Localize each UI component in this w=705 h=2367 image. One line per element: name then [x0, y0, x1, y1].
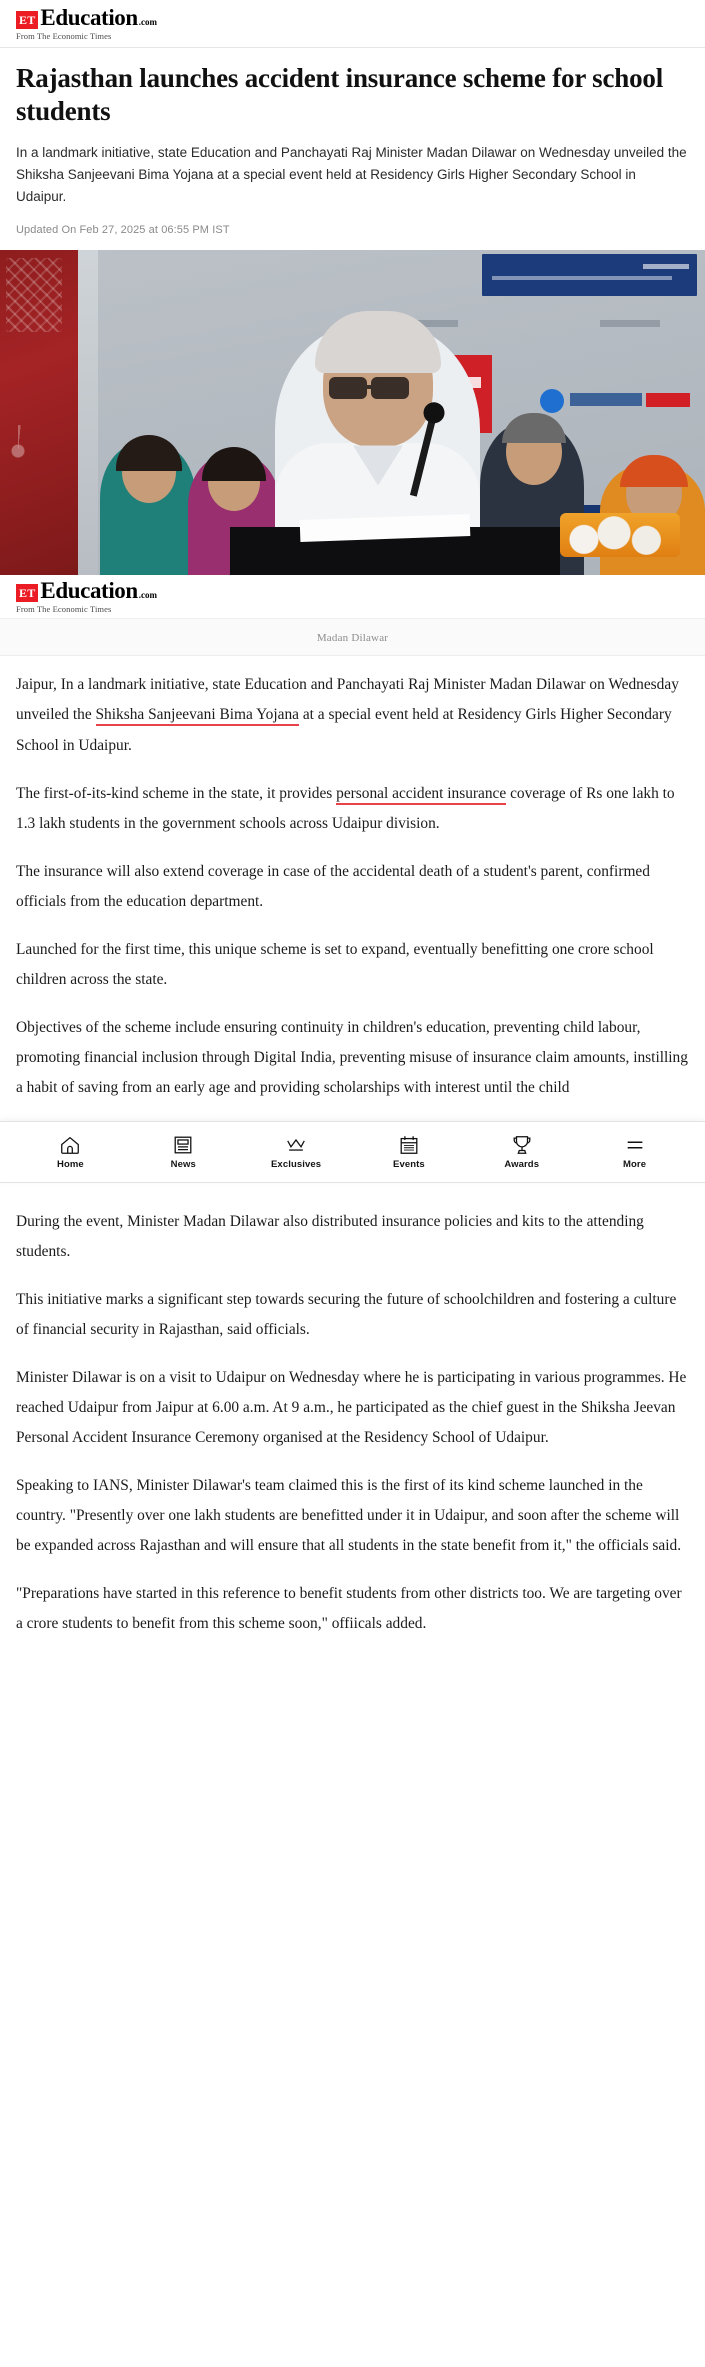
calendar-icon — [398, 1134, 420, 1156]
link-personal-accident-insurance[interactable]: personal accident insurance — [336, 785, 506, 805]
sticky-logo-wordmark: Education — [40, 578, 138, 604]
nav-item-more[interactable] — [578, 1134, 691, 1170]
hero-divider-strip — [78, 250, 98, 575]
link-shiksha-sanjeevani-bima-yojana[interactable]: Shiksha Sanjeevani Bima Yojana — [96, 706, 299, 726]
et-badge-icon: ET — [16, 584, 38, 602]
updated-timestamp: Updated On Feb 27, 2025 at 06:55 PM IST — [16, 224, 230, 237]
sticky-logo-bar — [0, 575, 705, 619]
paragraph-2-text-b: coverage of Rs one lakh to 1.3 lakh students in the government schools across Udaipur division. — [16, 784, 675, 832]
article-summary: In a landmark initiative, state Education and Panchayati Raj Minister Madan Dilawar on Wednesday unveiled the Shiksha Sanjeevani Bima Yojana at a special event held at Residency Girls Higher Secondary School in Udaipur. — [16, 144, 687, 204]
paragraph-10: "Preparations have started in this reference to benefit students from other districts too. We are targeting over a crore students to benefit from this scheme soon," offiicals added. — [16, 1585, 682, 1633]
nav-label-more: More — [623, 1158, 647, 1170]
page-title: Rajasthan launches accident insurance scheme for school students — [16, 63, 663, 126]
trophy-icon — [511, 1134, 533, 1156]
paragraph-9: Speaking to IANS, Minister Dilawar's team claimed this is the first of its kind scheme launched in the country. "Presently over one lakh students are benefitted under it in Udaipur, and soon after the scheme will be expanded across Rajasthan and will ensure that all students in the state benefit from it," the officials said. — [16, 1477, 682, 1555]
article-hero-image — [0, 250, 705, 575]
hero-zurich-kotak-logo — [540, 385, 690, 421]
nav-item-events[interactable] — [352, 1134, 465, 1170]
logo-tld: .com — [138, 17, 158, 27]
nav-label-home: Home — [57, 1158, 84, 1170]
paragraph-1-text-a: Jaipur, In a landmark initiative, state Education and Panchayati Raj Minister Madan Dilawar on Wednesday unveiled the — [16, 676, 679, 724]
logo-tagline: From The Economic Times — [16, 31, 112, 41]
hero-flower-arrangement — [560, 513, 680, 557]
nav-item-home[interactable] — [14, 1134, 127, 1170]
nav-label-exclusives: Exclusives — [271, 1158, 322, 1170]
sticky-logo-row — [16, 579, 157, 603]
nav-item-awards[interactable] — [465, 1134, 578, 1170]
et-badge-icon: ET — [16, 11, 38, 29]
nav-label-news: News — [170, 1158, 196, 1170]
paragraph-8: Minister Dilawar is on a visit to Udaipur on Wednesday where he is participating in various programmes. He reached Udaipur from Jaipur at 6.00 a.m. At 9 a.m., he participated as the chief guest in the Shiksha Jeevan Personal Accident Insurance Ceremony organised at the Residency School of Udaipur. — [16, 1368, 687, 1447]
bottom-navigation-bar — [0, 1121, 705, 1183]
nav-item-exclusives[interactable] — [240, 1134, 353, 1170]
paragraph-1-text-b: at a special event held at Residency Girls Higher Secondary School in Udaipur. — [16, 706, 672, 754]
nav-label-awards: Awards — [504, 1158, 540, 1170]
crown-icon — [285, 1134, 307, 1156]
image-caption: Madan Dilawar — [316, 632, 389, 645]
nav-label-events: Events — [393, 1158, 425, 1170]
logo-row — [16, 6, 157, 30]
paragraph-5: Objectives of the scheme include ensuring continuity in children's education, preventing child labour, promoting financial inclusion through Digital India, preventing misuse of insurance claim amounts, instilling a habit of saving from an early age and providing scholarships with interest until the child — [16, 1018, 688, 1096]
paragraph-6: During the event, Minister Madan Dilawar also distributed insurance policies and kits to the attending students. — [16, 1212, 644, 1260]
hero-blue-banner — [482, 254, 697, 296]
paragraph-2-text-a: The first-of-its-kind scheme in the state, it provides — [16, 784, 337, 802]
article-body-bottom — [0, 1183, 705, 1639]
sticky-site-logo[interactable] — [16, 579, 157, 614]
logo-wordmark: Education — [40, 5, 138, 30]
home-icon — [59, 1134, 81, 1156]
article-body-top — [0, 656, 705, 1102]
article-head — [0, 48, 705, 236]
hamburger-icon — [624, 1134, 646, 1156]
nav-item-news[interactable] — [127, 1134, 240, 1170]
sticky-logo-tagline: From The Economic Times — [16, 604, 112, 615]
hero-left-red-banner — [0, 250, 78, 575]
hero-person-left-1 — [100, 443, 196, 575]
image-caption-band — [0, 619, 705, 656]
paragraph-7: This initiative marks a significant step towards securing the future of schoolchildren and fostering a culture of financial security in Rajasthan, said officials. — [16, 1290, 677, 1338]
paragraph-4: Launched for the first time, this unique scheme is set to expand, eventually benefitting one crore school children across the state. — [16, 940, 654, 988]
paragraph-3: The insurance will also extend coverage in case of the accidental death of a student's parent, confirmed officials from the education department. — [16, 862, 650, 910]
sticky-logo-tld: .com — [138, 590, 158, 601]
hero-sponsor-label-right — [600, 320, 660, 327]
site-logo[interactable] — [16, 6, 157, 41]
paragraph-1 — [16, 670, 689, 760]
site-header — [0, 0, 705, 48]
nav-spacer — [16, 1197, 689, 1207]
paragraph-2 — [16, 779, 689, 839]
news-icon — [172, 1134, 194, 1156]
